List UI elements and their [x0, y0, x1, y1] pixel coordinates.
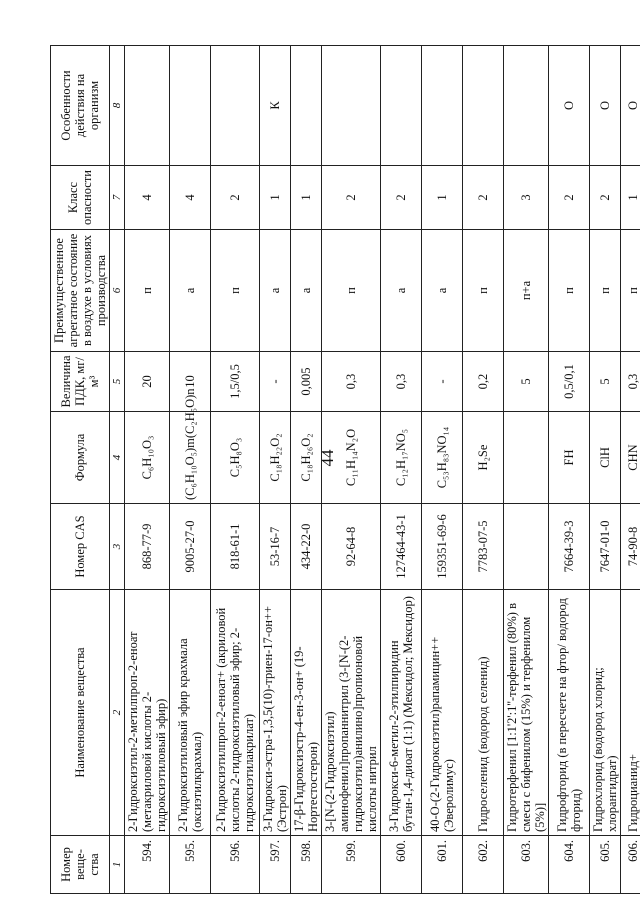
cas-number: 7647-01-0	[590, 504, 621, 590]
action-features	[422, 46, 463, 166]
column-number: 7	[110, 166, 125, 230]
substance-number: 595.	[170, 836, 211, 894]
table-row	[549, 46, 590, 894]
substance-number: 596.	[211, 836, 260, 894]
pdk-value: 5	[504, 352, 549, 412]
hazard-class: 1	[621, 166, 640, 230]
formula: C₁₁H₁₄N₂O	[322, 412, 381, 504]
pdk-value: -	[260, 352, 291, 412]
table-row	[170, 46, 211, 894]
cas-number	[504, 504, 549, 590]
action-features: К	[260, 46, 291, 166]
hazard-class: 4	[170, 166, 211, 230]
column-number: 5	[110, 352, 125, 412]
aggregate-state: а	[170, 230, 211, 352]
table-row	[322, 46, 381, 894]
substance-name: Гидроцианид+	[621, 590, 640, 836]
table-row	[125, 46, 170, 894]
substance-name: 40-О-(2-Гидроксиэтил)рапамицин++ (Эверолимус)	[422, 590, 463, 836]
cas-number: 7783-07-5	[463, 504, 504, 590]
formula: C₁₈H₂₂O₂	[260, 412, 291, 504]
substance-name: Гидрофторид (в пересчете на фтор/ водород фторид)	[549, 590, 590, 836]
formula: C₆H₁₀O₃	[125, 412, 170, 504]
formula: C₁₈H₂₆O₂	[291, 412, 322, 504]
column-number: 1	[110, 836, 125, 894]
substance-number: 598.	[291, 836, 322, 894]
pdk-value: 0,2	[463, 352, 504, 412]
cas-number: 7664-39-3	[549, 504, 590, 590]
formula: FH	[549, 412, 590, 504]
hazard-class: 1	[260, 166, 291, 230]
substance-name: 2-Гидроксиэтил-2-метилпроп-2-еноат (метакриловой кислоты 2-гидроксиэтиловый эфир)	[125, 590, 170, 836]
table-row	[260, 46, 291, 894]
aggregate-state: п	[322, 230, 381, 352]
hazard-class: 1	[422, 166, 463, 230]
cas-number: 74-90-8	[621, 504, 640, 590]
table-row	[381, 46, 422, 894]
column-number: 4	[110, 412, 125, 504]
hazard-class: 2	[322, 166, 381, 230]
header-row	[51, 46, 110, 894]
page-number: 44	[318, 449, 337, 467]
action-features	[170, 46, 211, 166]
table-row	[621, 46, 640, 894]
formula: ClH	[590, 412, 621, 504]
cas-number: 92-64-8	[322, 504, 381, 590]
substance-number: 604.	[549, 836, 590, 894]
table-row	[211, 46, 260, 894]
action-features	[211, 46, 260, 166]
action-features: О	[621, 46, 640, 166]
action-features	[463, 46, 504, 166]
substance-name: Гидротерфенил [1:1'2':1''-терфенил (80%) в смеси с бифенилом (15%) и терфенилом (5%)]	[504, 590, 549, 836]
substance-name: 3-Гидрокси-6-метил-2-этилпиридин бутан-1,4-диоат (1:1) (Мексидол; Мексидор)	[381, 590, 422, 836]
pdk-value: -	[422, 352, 463, 412]
substance-name: 3-[N-(2-Гидроксиэтил) аминофенил]пропаннитрил (3-[N-(2-гидроксиэтил)анилино]пропионовой кислоты нитрил	[322, 590, 381, 836]
substance-number: 603.	[504, 836, 549, 894]
hazard-class: 2	[590, 166, 621, 230]
pdk-value: 0,005	[291, 352, 322, 412]
hazard-class: 2	[463, 166, 504, 230]
pdk-value: 1,5/0,5	[211, 352, 260, 412]
header-cell: Формула	[51, 412, 110, 504]
substance-number: 600.	[381, 836, 422, 894]
cas-number: 9005-27-0	[170, 504, 211, 590]
pdk-value: 5	[590, 352, 621, 412]
action-features: О	[549, 46, 590, 166]
header-cell: Класс опасности	[51, 166, 110, 230]
hazard-class: 4	[125, 166, 170, 230]
header-cell: Особенности действия на организм	[51, 46, 110, 166]
header-cell: Наименование вещества	[51, 590, 110, 836]
aggregate-state: а	[381, 230, 422, 352]
formula	[504, 412, 549, 504]
substance-number: 601.	[422, 836, 463, 894]
pdk-value: 0,5/0,1	[549, 352, 590, 412]
action-features	[322, 46, 381, 166]
table-body	[125, 46, 640, 894]
aggregate-state: п	[211, 230, 260, 352]
table-row	[463, 46, 504, 894]
aggregate-state: п	[463, 230, 504, 352]
action-features	[291, 46, 322, 166]
pdk-value: 10	[170, 352, 211, 412]
substances-table	[50, 45, 640, 894]
hazard-class: 2	[549, 166, 590, 230]
column-number: 2	[110, 590, 125, 836]
table-row	[504, 46, 549, 894]
formula: (C₆H₁₀O₅)m(C₂H₅O)n	[170, 412, 211, 504]
pdk-value: 20	[125, 352, 170, 412]
cas-number: 818-61-1	[211, 504, 260, 590]
cas-number: 53-16-7	[260, 504, 291, 590]
aggregate-state: п	[125, 230, 170, 352]
substance-number: 594.	[125, 836, 170, 894]
column-number: 6	[110, 230, 125, 352]
table-row	[422, 46, 463, 894]
action-features	[504, 46, 549, 166]
substance-name: Гидроселенид (водород селенид)	[463, 590, 504, 836]
aggregate-state: а	[291, 230, 322, 352]
aggregate-state: а	[260, 230, 291, 352]
header-cell: Преимущественное агрегатное состояние в воздухе в условиях производства	[51, 230, 110, 352]
substance-number: 605.	[590, 836, 621, 894]
aggregate-state: а	[422, 230, 463, 352]
aggregate-state: п	[590, 230, 621, 352]
cas-number: 868-77-9	[125, 504, 170, 590]
substance-name: Гидрохлорид (водород хлорид; хлорангидрат)	[590, 590, 621, 836]
formula: C₅H₈O₃	[211, 412, 260, 504]
action-features	[381, 46, 422, 166]
substance-number: 602.	[463, 836, 504, 894]
hazard-class: 2	[211, 166, 260, 230]
pdk-value: 0,3	[381, 352, 422, 412]
header-cell: Номер веще-ства	[51, 836, 110, 894]
hazard-class: 3	[504, 166, 549, 230]
substance-number: 597.	[260, 836, 291, 894]
action-features	[125, 46, 170, 166]
formula: C₁₂H₁₇NO₅	[381, 412, 422, 504]
aggregate-state: п+а	[504, 230, 549, 352]
rotated-table-wrapper	[50, 46, 640, 894]
substance-name: 3-Гидрокси-эстра-1,3,5(10)-триен-17-он++ (Эстрон)	[260, 590, 291, 836]
pdk-value: 0,3	[621, 352, 640, 412]
hazard-class: 2	[381, 166, 422, 230]
table-row	[590, 46, 621, 894]
column-number-row	[110, 46, 125, 894]
substance-name: 2-Гидроксиэтилпроп-2-еноат+ (акриловой кислоты 2-гидроксиэтиловый эфир; 2-гидроксиэтилакрилат)	[211, 590, 260, 836]
table-row	[291, 46, 322, 894]
formula: C₅₃H₈₃NO₁₄	[422, 412, 463, 504]
aggregate-state: п	[549, 230, 590, 352]
cas-number: 434-22-0	[291, 504, 322, 590]
cas-number: 127464-43-1	[381, 504, 422, 590]
column-number: 8	[110, 46, 125, 166]
pdk-value: 0,3	[322, 352, 381, 412]
aggregate-state: п	[621, 230, 640, 352]
action-features: О	[590, 46, 621, 166]
substance-name: 17-β-Гидроксиэстр-4-ен-3-он+ (19-Нортестостерон)	[291, 590, 322, 836]
hazard-class: 1	[291, 166, 322, 230]
substance-number: 606.	[621, 836, 640, 894]
substance-name: 2-Гидроксиэтиловый эфир крахмала (оксиэтилкрахмал)	[170, 590, 211, 836]
substance-number: 599.	[322, 836, 381, 894]
header-cell: Номер CAS	[51, 504, 110, 590]
cas-number: 159351-69-6	[422, 504, 463, 590]
formula: H₂Se	[463, 412, 504, 504]
column-number: 3	[110, 504, 125, 590]
header-cell: Величина ПДК, мг/м³	[51, 352, 110, 412]
formula: CHN	[621, 412, 640, 504]
